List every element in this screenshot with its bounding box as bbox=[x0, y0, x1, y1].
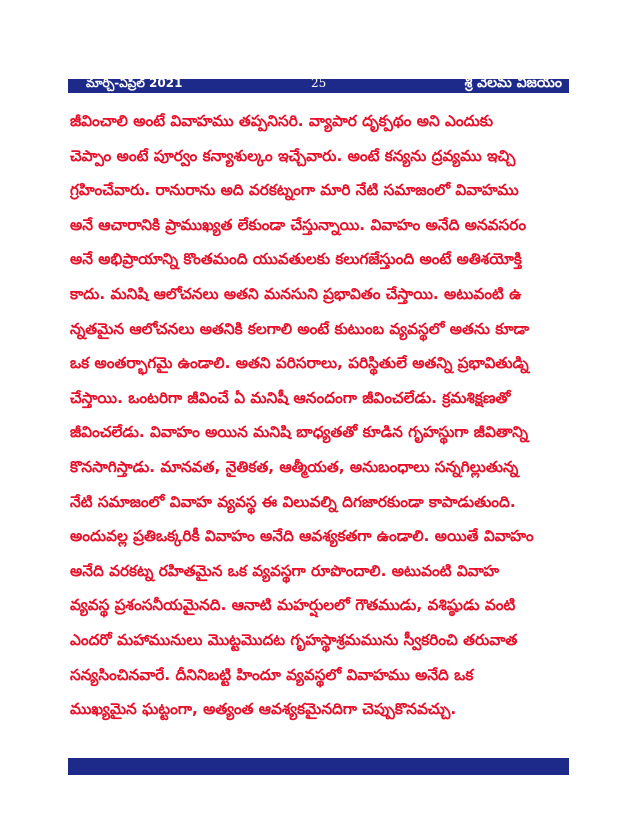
text-line: నేటి సమాజంలో వివాహ వ్యవస్థ ఈ విలువల్ని దిగజారకుండా కాపాడుతుంది. bbox=[70, 492, 516, 511]
text-line: చేస్తాయి. ఒంటరిగా జీవించే ఏ మనిషీ ఆనందంగా జీవించలేడు. క్రమశిక్షణతో bbox=[70, 388, 511, 407]
publication-title: శ్రీ వెలమ విజయం bbox=[464, 75, 562, 91]
text-line: అందువల్ల ప్రతిఒక్కరికీ వివాహం అనేది ఆవశ్యకతగా ఉండాలి. అయితే వివాహం bbox=[70, 527, 534, 546]
text-line: జీవించాలి అంటే వివాహము తప్పనిసరి. వ్యాపార దృక్పథం అని ఎందుకు bbox=[70, 112, 494, 130]
text-line: చెప్పాం అంటే పూర్వం కన్యాశుల్కం ఇచ్చేవారు. అంటే కన్యను ద్రవ్యము ఇచ్చి bbox=[70, 146, 516, 165]
footer-bar bbox=[68, 758, 569, 775]
text-line: వ్యవస్థ ప్రశంసనీయమైనది. ఆనాటి మహర్షులలో గౌతముడు, వశిష్ఠుడు వంటి bbox=[70, 596, 516, 615]
article-body bbox=[70, 104, 570, 727]
text-line: ఎందరో మహామునులు మొట్టమొదట గృహస్థాశ్రమమును స్వీకరించి తరువాత bbox=[70, 630, 518, 649]
text-line: ముఖ్యమైన ఘట్టంగా, అత్యంత ఆవశ్యకమైనదిగా చెప్పుకొనవచ్చు. bbox=[70, 700, 457, 719]
text-line: జీవించలేడు. వివాహం అయిన మనిషి బాధ్యతతో కూడిన గృహస్థుగా జీవితాన్ని bbox=[70, 423, 529, 442]
issue-date: మార్చి-ఏప్రిల్ 2021 bbox=[86, 76, 183, 90]
text-line: అనే ఆచారానికి ప్రాముఖ్యత లేకుండా చేస్తున్నాయి. వివాహం అనేది అనవసరం bbox=[70, 215, 527, 234]
text-line: అనే అభిప్రాయాన్ని కొంతమంది యువతులకు కలుగజేస్తుంది అంటే అతిశయోక్తి bbox=[70, 250, 522, 269]
page-number: 25 bbox=[311, 76, 327, 90]
text-line: ఒక అంతర్భాగమై ఉండాలి. అతని పరిసరాలు, పరిస్థితులే అతన్ని ప్రభావితుడ్ని bbox=[70, 354, 529, 373]
text-line: అనేది వరకట్న రహితమైన ఒక వ్యవస్థగా రూపొందాలి. అటువంటి వివాహ bbox=[70, 561, 500, 580]
text-line: గ్రహించేవారు. రానురాను అది వరకట్నంగా మారి నేటి సమాజంలో వివాహము bbox=[70, 181, 519, 200]
text-line: న్నతమైన ఆలోచనలు అతనికి కలగాలి అంటే కుటుంబ వ్యవస్థలో అతను కూడా bbox=[70, 319, 530, 338]
text-line: కాదు. మనిషి ఆలోచనలు అతని మనసుని ప్రభావితం చేస్తాయి. అటువంటి ఉ bbox=[70, 284, 522, 303]
text-line: కొనసాగిస్తాడు. మానవత, నైతికత, ఆత్మీయత, అనుబంధాలు సన్నగిల్లుతున్న bbox=[70, 457, 519, 476]
text-line: సన్యసించినవారే. దీనినిబట్టి హిందూ వ్యవస్థలో వివాహము అనేది ఒక bbox=[70, 665, 474, 684]
